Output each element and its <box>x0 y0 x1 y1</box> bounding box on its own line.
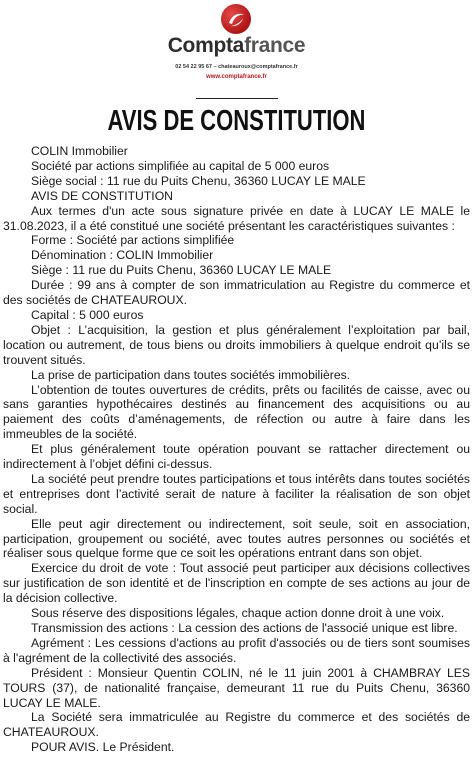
notice-paragraph: Siège : 11 rue du Puits Chenu, 36360 LUCAY LE MALE <box>31 263 332 278</box>
notice-paragraph: Et plus généralement toute opération pouvant se rattacher directement ou indirectement à l’objet défini ci-dessus. <box>3 442 470 472</box>
notice-paragraph: La prise de participation dans toutes sociétés immobilières. <box>31 367 351 382</box>
notice-paragraph: COLIN Immobilier <box>31 144 128 158</box>
notice-paragraph: Siège social : 11 rue du Puits Chenu, 36360 LUCAY LE MALE <box>31 173 366 188</box>
brand-part-2: france <box>244 34 306 57</box>
publisher-header <box>0 0 473 100</box>
notice-paragraph: Aux termes d'un acte sous signature privée en date à LUCAY LE MALE le 31.08.2023, il a été constitué une société présentant les caractéristiques suivantes : <box>3 203 470 233</box>
notice-paragraph: Dénomination : COLIN Immobilier <box>31 248 214 263</box>
notice-paragraph: La société peut prendre toutes participations et tous intérêts dans toutes sociétés et entreprises dont l’activité serait de nature à faciliter la réalisation de son objet social. <box>3 471 470 516</box>
notice-paragraph: Sous réserve des dispositions légales, chaque action donne droit à une voix. <box>31 606 445 621</box>
notice-title: AVIS DE CONSTITUTION <box>107 105 366 137</box>
notice-paragraph: Transmission des actions : La cession des actions de l'associé unique est libre. <box>31 621 458 635</box>
website-link[interactable]: www.comptafrance.fr <box>206 74 267 80</box>
notice-paragraph: La Société sera immatriculée au Registre du commerce et des sociétés de CHATEAUROUX. <box>3 710 470 740</box>
notice-paragraph: L’obtention de toutes ouvertures de crédits, prêts ou facilités de caisse, avec ou sans garanties hypothécaires destinés au financement des acquisitions ou au paiement des coûts d’aménagements, de réfection ou autre à faire dans les immeubles de la société. <box>3 382 470 442</box>
notice-paragraph: Société par actions simplifiée au capital de 5 000 euros <box>31 158 330 173</box>
notice-paragraph: Capital : 5 000 euros <box>31 307 144 322</box>
notice-body <box>3 144 470 755</box>
notice-paragraph: Durée : 99 ans à compter de son immatriculation au Registre du commerce et des sociétés de CHATEAUROUX. <box>3 278 470 308</box>
brand-name <box>0 34 473 58</box>
notice-paragraph: Président : Monsieur Quentin COLIN, né le 11 juin 2001 à CHAMBRAY LES TOURS (37), de nationalité française, demeurant 11 rue du Puits Chenu, 36360 LUCAY LE MALE. <box>3 665 470 710</box>
notice-paragraph: POUR AVIS. Le Président. <box>31 740 175 755</box>
notice-paragraph: Elle peut agir directement ou indirectement, soit seule, soit en association, participation, groupement ou société, avec toutes autres personnes ou sociétés et réaliser sous quelque forme que ce soit les opérations entrant dans son objet. <box>3 516 470 561</box>
notice-paragraph: Forme : Société par actions simplifiée <box>31 233 235 248</box>
comptafrance-logo-icon <box>221 4 251 34</box>
header-divider <box>196 98 278 99</box>
notice-paragraph: Exercice du droit de vote : Tout associé peut participer aux décisions collectives sur justification de son identité et de l'inscription en compte de ses actions au jour de la décision collective. <box>3 561 470 606</box>
notice-paragraph: AVIS DE CONSTITUTION <box>31 188 173 203</box>
notice-paragraph: Agrément : Les cessions d'actions au profit d'associés ou de tiers sont soumises à l'agrément de la collectivité des associés. <box>3 635 470 665</box>
notice-paragraph: Objet : L’acquisition, la gestion et plus généralement l’exploitation par bail, location ou autrement, de tous biens ou droits immobiliers à quelque endroit qu’ils se trouvent situés. <box>3 322 470 367</box>
contact-line: 02 54 22 95 67 – chateauroux@comptafrance.fr <box>175 64 298 70</box>
brand-part-1: Compta <box>167 34 245 57</box>
